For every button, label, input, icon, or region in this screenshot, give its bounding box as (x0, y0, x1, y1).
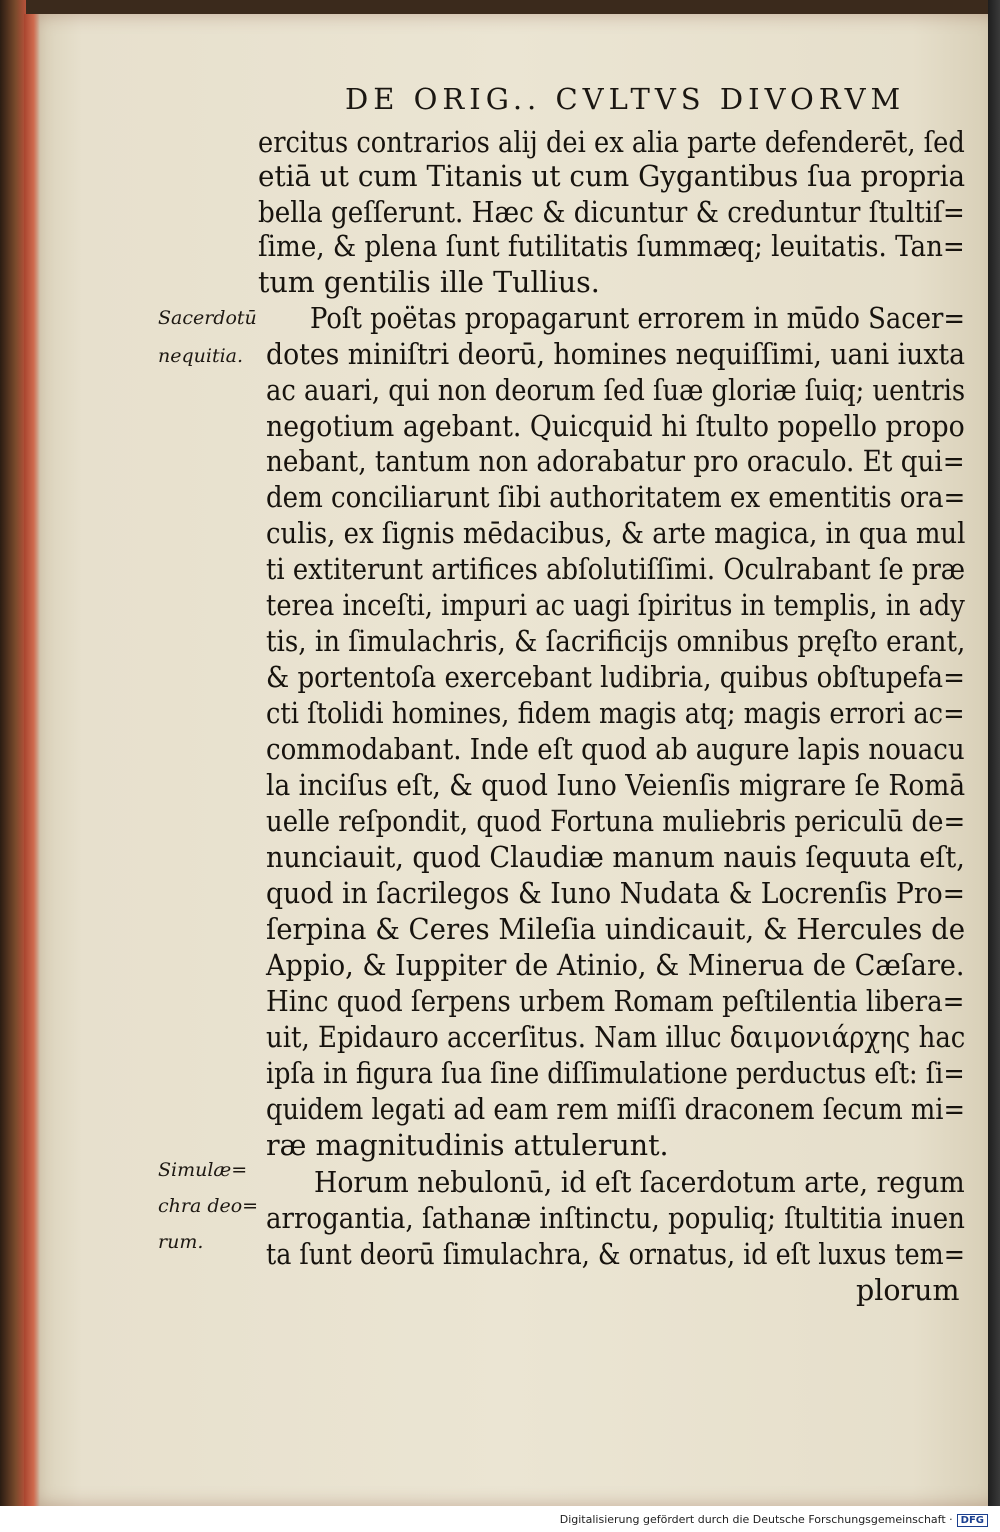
text-line: ſerpina & Ceres Mileſia uindicauit, & Hercules de (266, 913, 966, 946)
text-line: ſime, & plena ſunt futilitatis ſummæq; leuitatis. Tan= (258, 230, 965, 263)
text-line: bella geſſerunt. Hæc & dicuntur & creduntur ſtultiſ= (258, 196, 965, 229)
footer-credit (560, 1513, 988, 1527)
text-line: ipſa in figura ſua ſine diſſimulatione perductus eſt: ſi= (266, 1057, 965, 1090)
text-line: negotium agebant. Quicquid hi ſtulto popello propo (266, 410, 965, 443)
text-line: nunciauit, quod Claudiæ manum nauis ſequuta eſt, (266, 841, 965, 874)
margin-note: nequitia. (158, 345, 244, 367)
text-line: tis, in ſimulachris, & ſacrificijs omnibus pręſto erant, (266, 625, 966, 658)
catchword: plorum (856, 1274, 960, 1307)
margin-note: chra deo= (158, 1195, 259, 1217)
text-line: commodabant. Inde eſt quod ab augure lapis nouacu (266, 733, 965, 766)
text-line: ta ſunt deorū ſimulachra, & ornatus, id eſt luxus tem= (266, 1238, 966, 1271)
dfg-logo: DFG (957, 1514, 988, 1527)
book-edge-left (0, 0, 26, 1532)
text-line: culis, ex ſignis mēdacibus, & arte magica, in qua mul (266, 517, 966, 550)
text-line: dotes miniſtri deorū, homines nequiſſimi, uani iuxta (266, 338, 965, 371)
text-line: Horum nebulonū, id eſt ſacerdotum arte, regum (314, 1166, 965, 1199)
margin-note: Simulæ= (158, 1159, 248, 1181)
text-line: quod in ſacrilegos & Iuno Nudata & Locrenſis Pro= (266, 877, 966, 910)
text-line: Hinc quod ſerpens urbem Romam peſtilentia libera= (266, 985, 965, 1018)
text-line: la inciſus eſt, & quod Iuno Veienſis migrare ſe Romā (266, 769, 966, 802)
text-line: Poſt poëtas propagarunt errorem in mūdo Sacer= (310, 302, 966, 335)
text-line: & portentoſa exercebant ludibria, quibus obſtupefa= (266, 661, 965, 694)
text-line: uit, Epidauro accerſitus. Nam illuc δαιμονιάρχης hac (266, 1021, 966, 1054)
text-line: cti ſtolidi homines, fidem magis atq; magis errori ac= (266, 697, 965, 730)
text-line: Appio, & Iuppiter de Atinio, & Minerua de Cæſare. (266, 949, 965, 982)
text-line: uelle reſpondit, quod Fortuna muliebris periculū de= (266, 805, 966, 838)
margin-note: Sacerdotū (158, 307, 257, 329)
text-line: tum gentilis ille Tullius. (258, 266, 600, 299)
text-line: ræ magnitudinis attulerunt. (266, 1129, 669, 1162)
text-line: ti extiterunt artifices abſolutiſſimi. Oculrabant ſe præ (266, 553, 966, 586)
text-line: ercitus contrarios alij dei ex alia parte defenderēt, ſed (258, 126, 965, 159)
footer-credit-text: Digitalisierung gefördert durch die Deutsche Forschungsgemeinschaft · (559, 1513, 953, 1526)
running-head: DE ORIG.. CVLTVS DIVORVM (345, 82, 906, 116)
text-line: etiā ut cum Titanis ut cum Gygantibus ſua propria (258, 160, 966, 193)
text-line: arrogantia, ſathanæ inſtinctu, populiq; ſtultitia inuen (266, 1202, 965, 1235)
text-line: terea inceſti, impuri ac uagi ſpiritus in templis, in ady (266, 589, 965, 622)
text-line: nebant, tantum non adorabatur pro oraculo. Et qui= (266, 445, 965, 478)
text-line: quidem legati ad eam rem miſſi draconem ſecum mi= (266, 1093, 966, 1126)
footer-bar (0, 1506, 1000, 1532)
text-line: ac auari, qui non deorum ſed ſuæ gloriæ ſuiq; uentris (266, 374, 966, 407)
margin-note: rum. (158, 1231, 204, 1253)
text-line: dem conciliarunt ſibi authoritatem ex ementitis ora= (266, 481, 966, 514)
book-edge-right (988, 0, 1000, 1532)
red-page-edge (24, 14, 40, 1506)
